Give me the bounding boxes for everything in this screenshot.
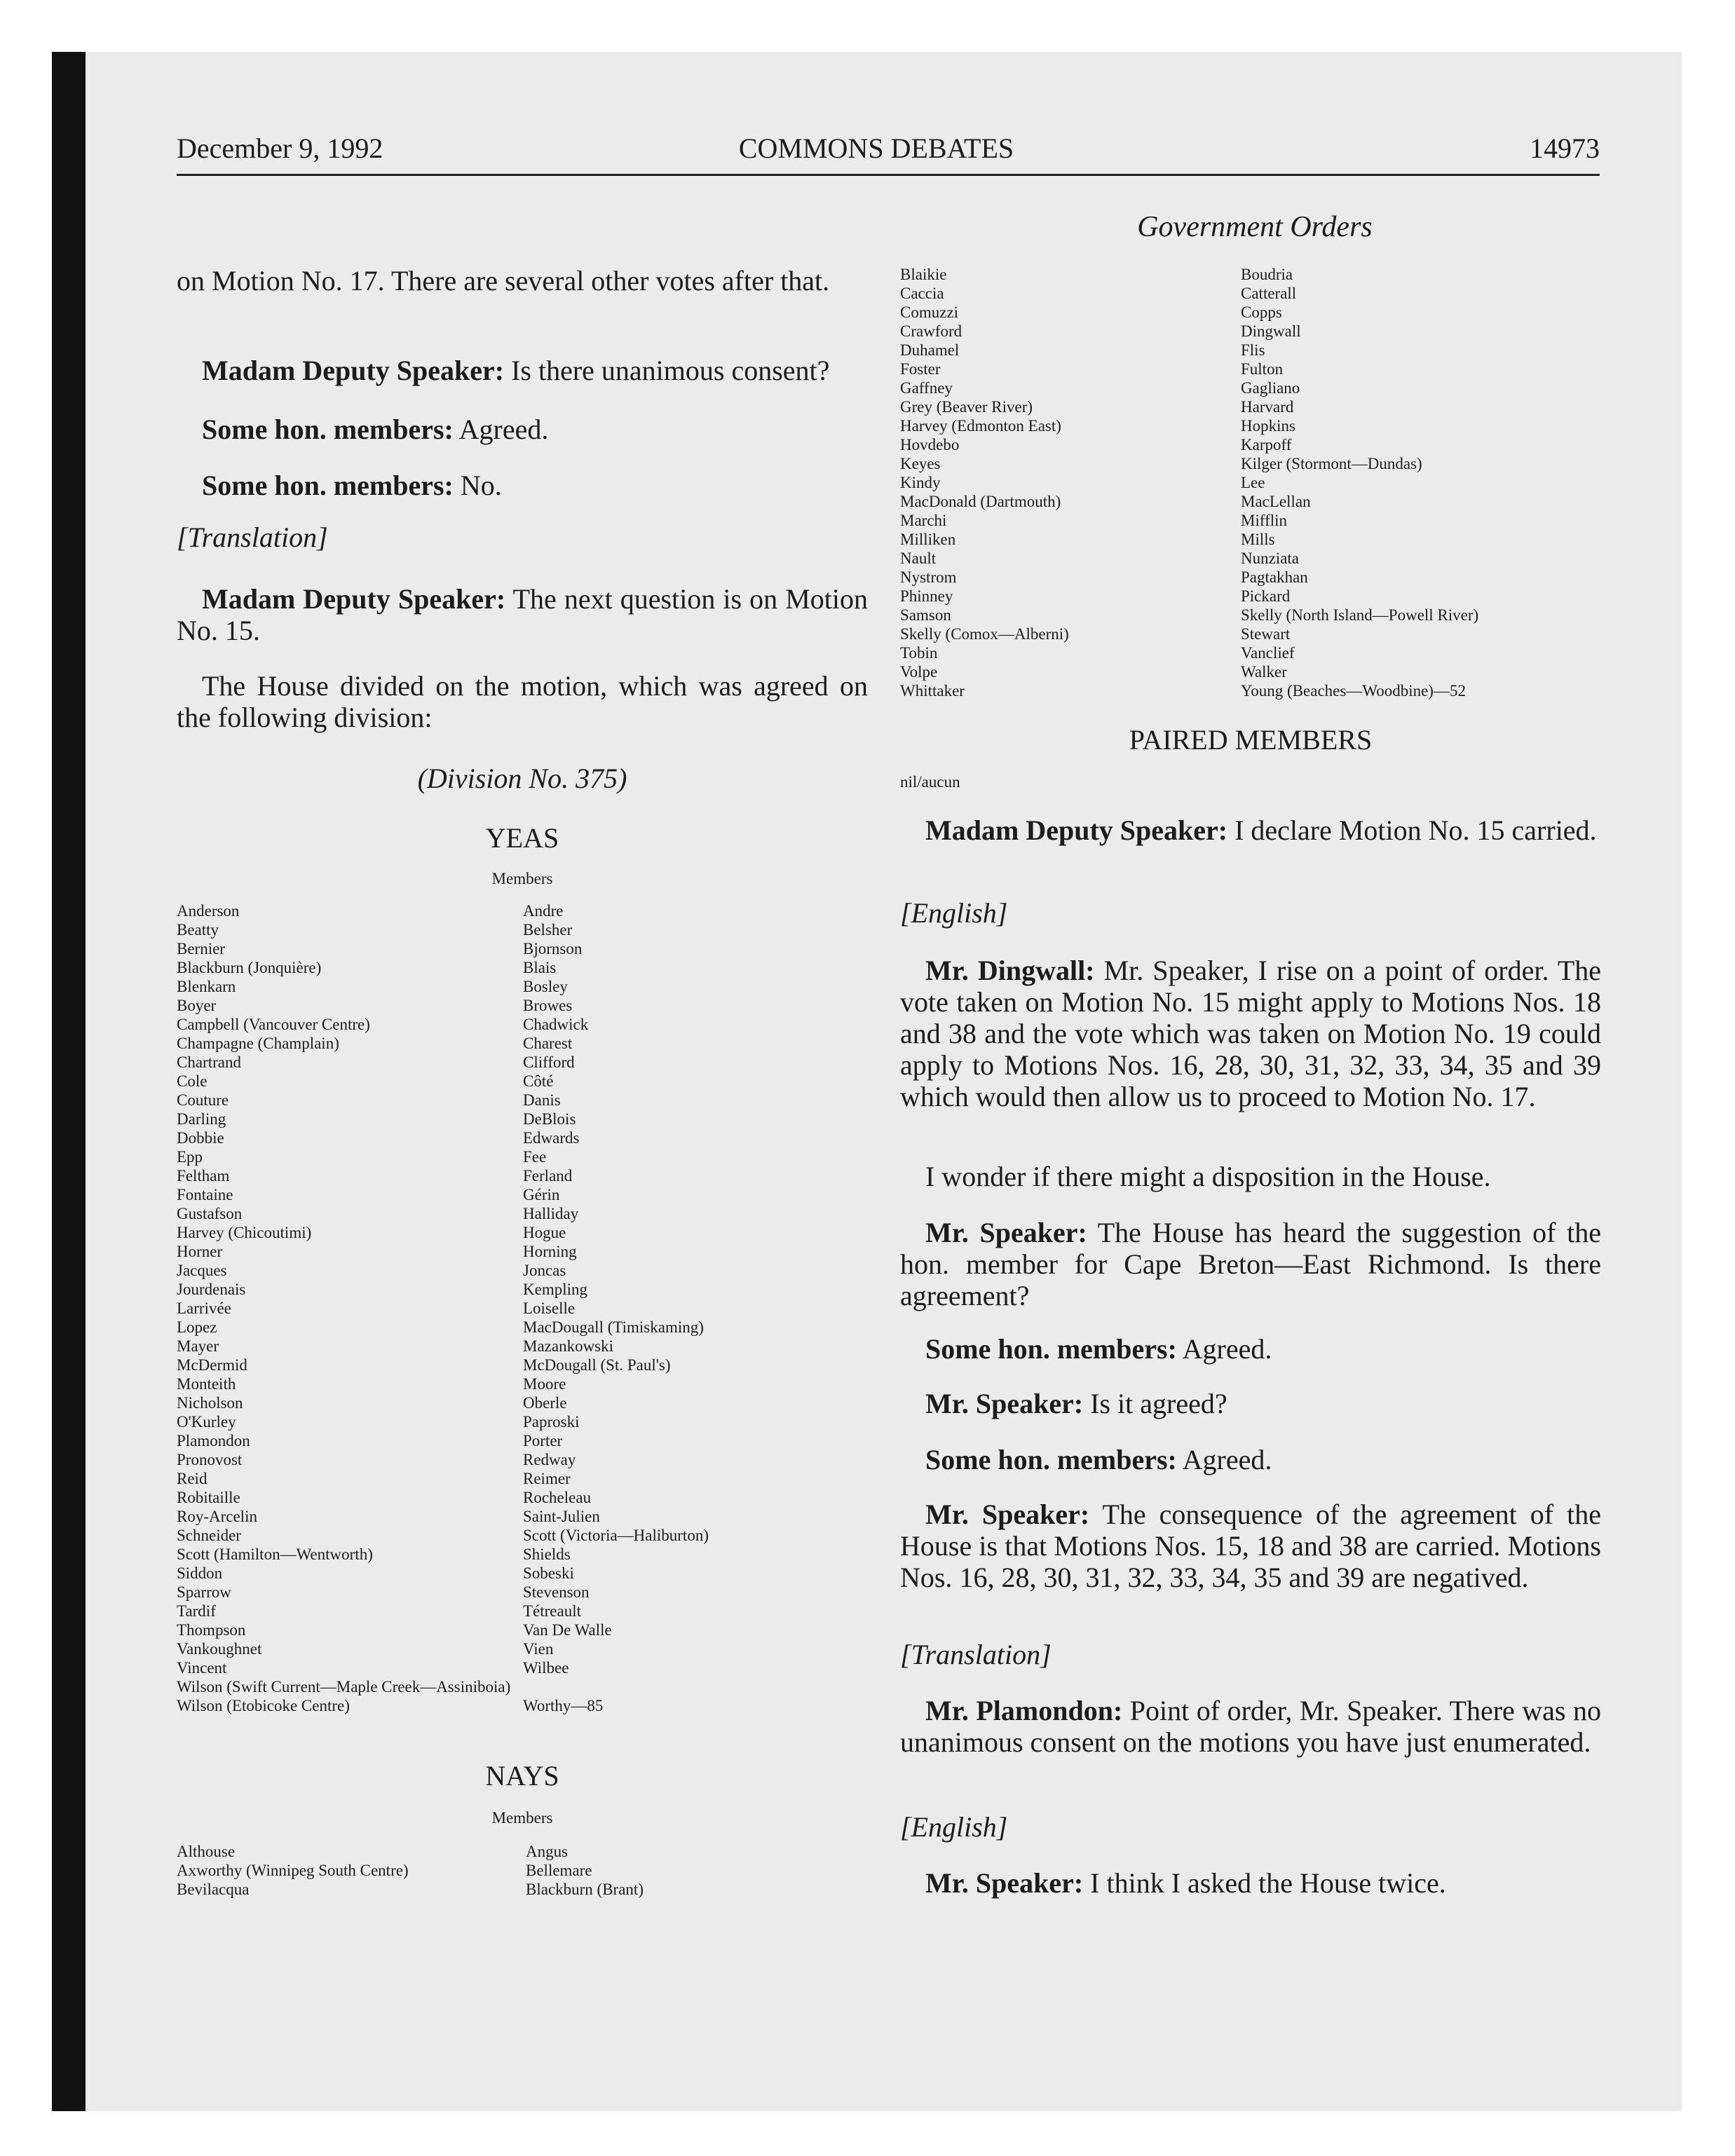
header-title: COMMONS DEBATES (738, 132, 1014, 164)
member-name: Bevilacqua (177, 1881, 250, 1898)
speaker-name: Madam Deputy Speaker: (202, 583, 506, 615)
member-name: Scott (Hamilton—Wentworth) (177, 1546, 373, 1563)
member-name: Karpoff (1241, 436, 1292, 453)
header-rule (177, 174, 1600, 176)
paragraph-r4 (900, 1217, 1601, 1311)
member-name: DeBlois (523, 1110, 576, 1128)
speech-text: Mr. Speaker, I rise on a point of order. The vote taken on Motion No. 15 might apply to Motions Nos. 18 and 38 and the vote which was taken on Motion No. 19 could apply to Motions Nos. 16, 28, 30, 31, 32, 33, 34, 35 and 39 which would then allow us to proceed to Motion No. 17. (900, 955, 1602, 1112)
member-name: MacDonald (Dartmouth) (900, 493, 1061, 510)
member-name: Fontaine (177, 1186, 233, 1203)
paragraph-r7 (900, 1444, 1601, 1475)
translation-note-2: [Translation] (900, 1639, 1052, 1670)
member-name: Lee (1241, 474, 1265, 491)
member-name: Hogue (523, 1224, 566, 1241)
division-number: (Division No. 375) (417, 763, 627, 794)
member-name: MacLellan (1241, 493, 1311, 510)
speech-text: The next question is on Motion No. 15. (177, 583, 868, 646)
paragraph-1: on Motion No. 17. There are several other votes after that. (177, 265, 830, 296)
member-name: Porter (523, 1432, 563, 1449)
member-name: Bernier (177, 940, 225, 957)
member-name: Bjornson (523, 940, 583, 957)
member-name: Rocheleau (523, 1489, 592, 1506)
member-name: Tétreault (523, 1602, 582, 1620)
member-name: Comuzzi (900, 303, 959, 321)
member-name: Pickard (1241, 587, 1291, 605)
member-name: Kilger (Stormont—Dundas) (1241, 455, 1422, 472)
speaker-name: Madam Deputy Speaker: (202, 355, 505, 386)
speaker-name: Mr. Dingwall: (925, 955, 1095, 986)
member-name (523, 1677, 709, 1696)
member-name: Hopkins (1241, 417, 1295, 435)
english-note: [English] (900, 897, 1008, 929)
member-name: Vanclief (1241, 644, 1295, 662)
member-name: Worthy—85 (523, 1697, 604, 1714)
member-name: Wilbee (523, 1659, 569, 1677)
yeas-members-label: Members (491, 870, 553, 887)
member-name: Keyes (900, 455, 941, 472)
paragraph-r10 (900, 1867, 1601, 1899)
member-name: Boudria (1241, 266, 1293, 283)
member-name: Skelly (North Island—Powell River) (1241, 606, 1479, 624)
paired-members-value: nil/aucun (900, 773, 960, 791)
member-name: Anderson (177, 902, 240, 920)
member-name: Harvard (1241, 398, 1294, 416)
member-name: Gustafson (177, 1205, 243, 1222)
member-name: Foster (900, 360, 941, 378)
member-name: O'Kurley (177, 1413, 236, 1431)
member-name: Grey (Beaver River) (900, 398, 1033, 416)
member-name: Crawford (900, 322, 962, 340)
english-note-2: [English] (900, 1811, 1008, 1843)
speaker-name: Mr. Plamondon: (925, 1695, 1123, 1726)
member-name: Halliday (523, 1205, 579, 1222)
member-name: Moore (523, 1375, 566, 1393)
member-name: Oberle (523, 1394, 567, 1412)
yeas-column-2 (523, 901, 709, 1715)
member-name: Mayer (177, 1337, 219, 1355)
member-name: Saint-Julien (523, 1508, 600, 1525)
speech-text: Agreed. (1176, 1333, 1272, 1365)
member-name: Siddon (177, 1564, 223, 1582)
member-name: Hovdebo (900, 436, 960, 453)
member-name: Nunziata (1241, 550, 1300, 567)
speaker-name: Mr. Speaker: (925, 1867, 1084, 1899)
member-name: Stewart (1241, 625, 1291, 643)
member-name: Bellemare (526, 1862, 592, 1879)
paragraph-r6 (900, 1388, 1601, 1419)
speech-text: Is it agreed? (1083, 1388, 1227, 1419)
member-name: Mazankowski (523, 1337, 614, 1355)
nays-continued-column-2 (1241, 265, 1478, 700)
paragraph-r2 (900, 955, 1601, 1112)
paragraph-2 (202, 355, 868, 386)
speaker-name: Mr. Speaker: (925, 1388, 1084, 1419)
member-name: Joncas (523, 1262, 566, 1279)
member-name: Beatty (177, 921, 219, 939)
member-name: Marchi (900, 512, 947, 529)
member-name: Vincent (177, 1659, 227, 1677)
member-name: Browes (523, 997, 573, 1014)
member-name: Loiselle (523, 1299, 576, 1317)
nays-members-label: Members (491, 1809, 553, 1827)
member-name: Chadwick (523, 1016, 589, 1033)
member-name: Horner (177, 1243, 223, 1260)
member-name: Blais (523, 959, 557, 976)
paragraph-4 (202, 470, 868, 501)
paragraph-r8 (900, 1499, 1601, 1593)
member-name: Volpe (900, 663, 938, 681)
member-name: Flis (1241, 341, 1265, 359)
member-name: Duhamel (900, 341, 960, 359)
member-name: Whittaker (900, 682, 965, 700)
nays-continued-column-1 (900, 265, 1069, 700)
member-name: Sparrow (177, 1583, 231, 1601)
member-name: McDougall (St. Paul's) (523, 1356, 671, 1374)
member-name: Horning (523, 1243, 577, 1260)
member-name: Harvey (Chicoutimi) (177, 1224, 312, 1241)
speech-text: I declare Motion No. 15 carried. (1227, 814, 1597, 846)
member-name: Nault (900, 550, 937, 567)
nays-column-2 (526, 1842, 644, 1899)
member-name: Caccia (900, 285, 944, 302)
speech-text: The consequence of the agreement of the House is that Motions Nos. 15, 18 and 38 are carried. Motions Nos. 16, 28, 30, 31, 32, 33, 34, 35 and 39 are negatived. (900, 1499, 1601, 1593)
member-name: Fee (523, 1148, 547, 1166)
speaker-name: Some hon. members: (925, 1333, 1177, 1365)
member-name: Gérin (523, 1186, 560, 1203)
speaker-name: Some hon. members: (202, 470, 454, 501)
member-name: Harvey (Edmonton East) (900, 417, 1061, 435)
member-name: Darling (177, 1110, 226, 1128)
member-name: Vankoughnet (177, 1640, 262, 1658)
member-name: Reimer (523, 1470, 571, 1487)
paragraph-5 (177, 583, 868, 646)
member-name: Pagtakhan (1241, 568, 1308, 586)
member-name: Blenkarn (177, 978, 236, 995)
member-name: Larrivée (177, 1299, 231, 1317)
member-name: Van De Walle (523, 1621, 612, 1639)
member-name: Cole (177, 1072, 207, 1090)
speaker-name: Some hon. members: (202, 414, 454, 445)
speech-text: Agreed. (1176, 1444, 1272, 1475)
member-name: Champagne (Champlain) (177, 1035, 339, 1052)
paragraph-r5 (900, 1333, 1601, 1365)
member-name: Nicholson (177, 1394, 243, 1412)
member-name: Skelly (Comox—Alberni) (900, 625, 1069, 643)
member-name: Lopez (177, 1318, 217, 1336)
speaker-name: Mr. Speaker: (925, 1217, 1087, 1248)
member-name: Walker (1241, 663, 1287, 681)
member-name: Boyer (177, 997, 217, 1014)
member-name: Robitaille (177, 1489, 240, 1506)
member-name: Dobbie (177, 1129, 224, 1147)
paired-members-heading: PAIRED MEMBERS (1129, 724, 1373, 756)
member-name: Jacques (177, 1262, 227, 1279)
member-name: Wilson (Etobicoke Centre) (177, 1697, 350, 1714)
member-name: Roy-Arcelin (177, 1508, 257, 1525)
member-name: Phinney (900, 587, 953, 605)
member-name: Copps (1241, 303, 1282, 321)
member-name: Angus (526, 1843, 569, 1860)
member-name: Charest (523, 1035, 573, 1052)
binding-edge (52, 52, 86, 2111)
member-name: Epp (177, 1148, 203, 1166)
member-name: Blackburn (Brant) (526, 1881, 644, 1898)
member-name: Belsher (523, 921, 573, 939)
member-name: Couture (177, 1091, 229, 1109)
speech-text: I think I asked the House twice. (1083, 1867, 1446, 1899)
header-date: December 9, 1992 (177, 132, 383, 164)
member-name: Campbell (Vancouver Centre) (177, 1016, 370, 1033)
member-name: Mifflin (1241, 512, 1288, 529)
member-name: Catterall (1241, 285, 1297, 302)
member-name: Ferland (523, 1167, 573, 1185)
member-name: Feltham (177, 1167, 230, 1185)
member-name: Shields (523, 1546, 571, 1563)
member-name: Mills (1241, 531, 1275, 548)
member-name: Blackburn (Jonquière) (177, 959, 322, 976)
member-name: Sobeski (523, 1564, 574, 1582)
member-name: Blaikie (900, 266, 947, 283)
member-name: Kindy (900, 474, 941, 491)
member-name: Bosley (523, 978, 568, 995)
speech-text: Agreed. (453, 414, 549, 445)
member-name: Gaffney (900, 379, 953, 397)
member-name: Danis (523, 1091, 561, 1109)
member-name: McDermid (177, 1356, 247, 1374)
nays-column-1 (177, 1842, 409, 1899)
member-name: Thompson (177, 1621, 246, 1639)
speaker-name: Mr. Speaker: (925, 1499, 1090, 1530)
member-name: Gagliano (1241, 379, 1300, 397)
speaker-name: Madam Deputy Speaker: (925, 814, 1228, 846)
member-name: Plamondon (177, 1432, 250, 1449)
speech-text: No. (453, 470, 502, 501)
member-name: Milliken (900, 531, 956, 548)
member-name: Clifford (523, 1053, 575, 1071)
member-name: Redway (523, 1451, 576, 1468)
member-name: Nystrom (900, 568, 957, 586)
member-name: Wilson (Swift Current—Maple Creek—Assiniboia) (177, 1678, 511, 1696)
member-name: Andre (523, 902, 564, 920)
member-name: Côté (523, 1072, 554, 1090)
member-name: Young (Beaches—Woodbine)—52 (1241, 682, 1466, 700)
section-title: Government Orders (1137, 211, 1373, 243)
member-name: Reid (177, 1470, 207, 1487)
member-name: Tardif (177, 1602, 216, 1620)
speaker-name: Some hon. members: (925, 1444, 1177, 1475)
member-name: Pronovost (177, 1451, 243, 1468)
speech-text: The House has heard the suggestion of the hon. member for Cape Breton—East Richmond. Is there agreement? (900, 1217, 1601, 1311)
member-name: Axworthy (Winnipeg South Centre) (177, 1862, 409, 1879)
member-name: Kempling (523, 1281, 587, 1298)
member-name: Chartrand (177, 1053, 241, 1071)
member-name: Monteith (177, 1375, 236, 1393)
paragraph-6: The House divided on the motion, which was agreed on the following division: (177, 670, 868, 733)
header-page-number: 14973 (1530, 132, 1600, 164)
yeas-column-1 (177, 901, 510, 1715)
member-name: Jourdenais (177, 1281, 246, 1298)
member-name: Stevenson (523, 1583, 590, 1601)
member-name: Vien (523, 1640, 554, 1658)
member-name: Fulton (1241, 360, 1284, 378)
paragraph-r9 (900, 1695, 1601, 1758)
translation-note: [Translation] (177, 521, 328, 553)
paragraph-3 (202, 414, 868, 445)
member-name: Edwards (523, 1129, 580, 1147)
member-name: MacDougall (Timiskaming) (523, 1318, 704, 1336)
speech-text: Point of order, Mr. Speaker. There was no unanimous consent on the motions you have just enumerated. (900, 1695, 1601, 1758)
paragraph-r3: I wonder if there might a disposition in the House. (925, 1161, 1491, 1192)
member-name: Paproski (523, 1413, 580, 1431)
paragraph-r1 (900, 814, 1601, 846)
member-name: Tobin (900, 644, 938, 662)
member-name: Scott (Victoria—Haliburton) (523, 1527, 709, 1544)
speech-text: Is there unanimous consent? (504, 355, 830, 386)
nays-heading: NAYS (485, 1760, 559, 1792)
member-name: Samson (900, 606, 951, 624)
member-name: Althouse (177, 1843, 236, 1860)
yeas-heading: YEAS (485, 822, 559, 854)
member-name: Dingwall (1241, 322, 1301, 340)
member-name: Schneider (177, 1527, 241, 1544)
